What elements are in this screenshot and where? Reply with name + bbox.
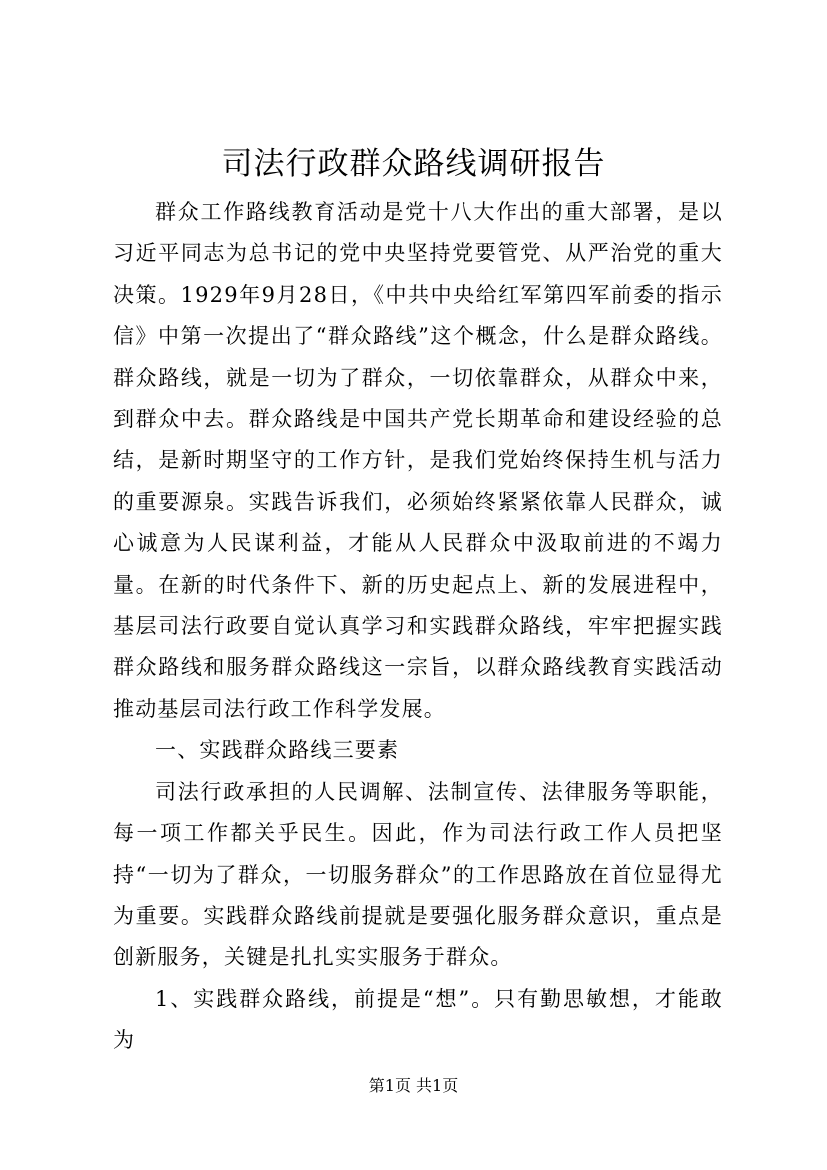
paragraph-point-one: 1、实践群众路线，前提是“想”。只有勤思敏想，才能敢为 (113, 986, 723, 1053)
section-heading: 一、实践群众路线三要素 (155, 738, 400, 763)
paragraph-intro: 群众工作路线教育活动是党十八大作出的重大部署，是以习近平同志为总书记的党中央坚持党要管党、从严治党的重大决策。1929年9月28日，《中共中央给红军第四军前委的指示信》中第一次提出了“群众路线”这个概念，什么是群众路线。群众路线，就是一切为了群众，一切依靠群众，从群众中来，到群众中去。群众路线是中国共产党长期革命和建设经验的总结，是新时期坚守的工作方针，是我们党始终保持生机与活力的重要源泉。实践告诉我们，必须始终紧紧依靠人民群众，诚心诚意为人民谋利益，才能从人民群众中汲取前进的不竭力量。在新的时代条件下、新的历史起点上、新的发展进程中，基层司法行政要自觉认真学习和实践群众路线，牢牢把握实践群众路线和服务群众路线这一宗旨，以群众路线教育实践活动推动基层司法行政工作科学发展。 (113, 200, 723, 721)
document-body (113, 192, 723, 1062)
page-footer: 第1页 共1页 (368, 1076, 459, 1095)
paragraph-section-one: 司法行政承担的人民调解、法制宣传、法律服务等职能，每一项工作都关乎民生。因此，作为司法行政工作人员把坚持“一切为了群众，一切服务群众”的工作思路放在首位显得尤为重要。实践群众路线前提就是要强化服务群众意识，重点是创新服务，关键是扎扎实实服务于群众。 (113, 779, 723, 970)
document-title: 司法行政群众路线调研报告 (221, 146, 606, 182)
